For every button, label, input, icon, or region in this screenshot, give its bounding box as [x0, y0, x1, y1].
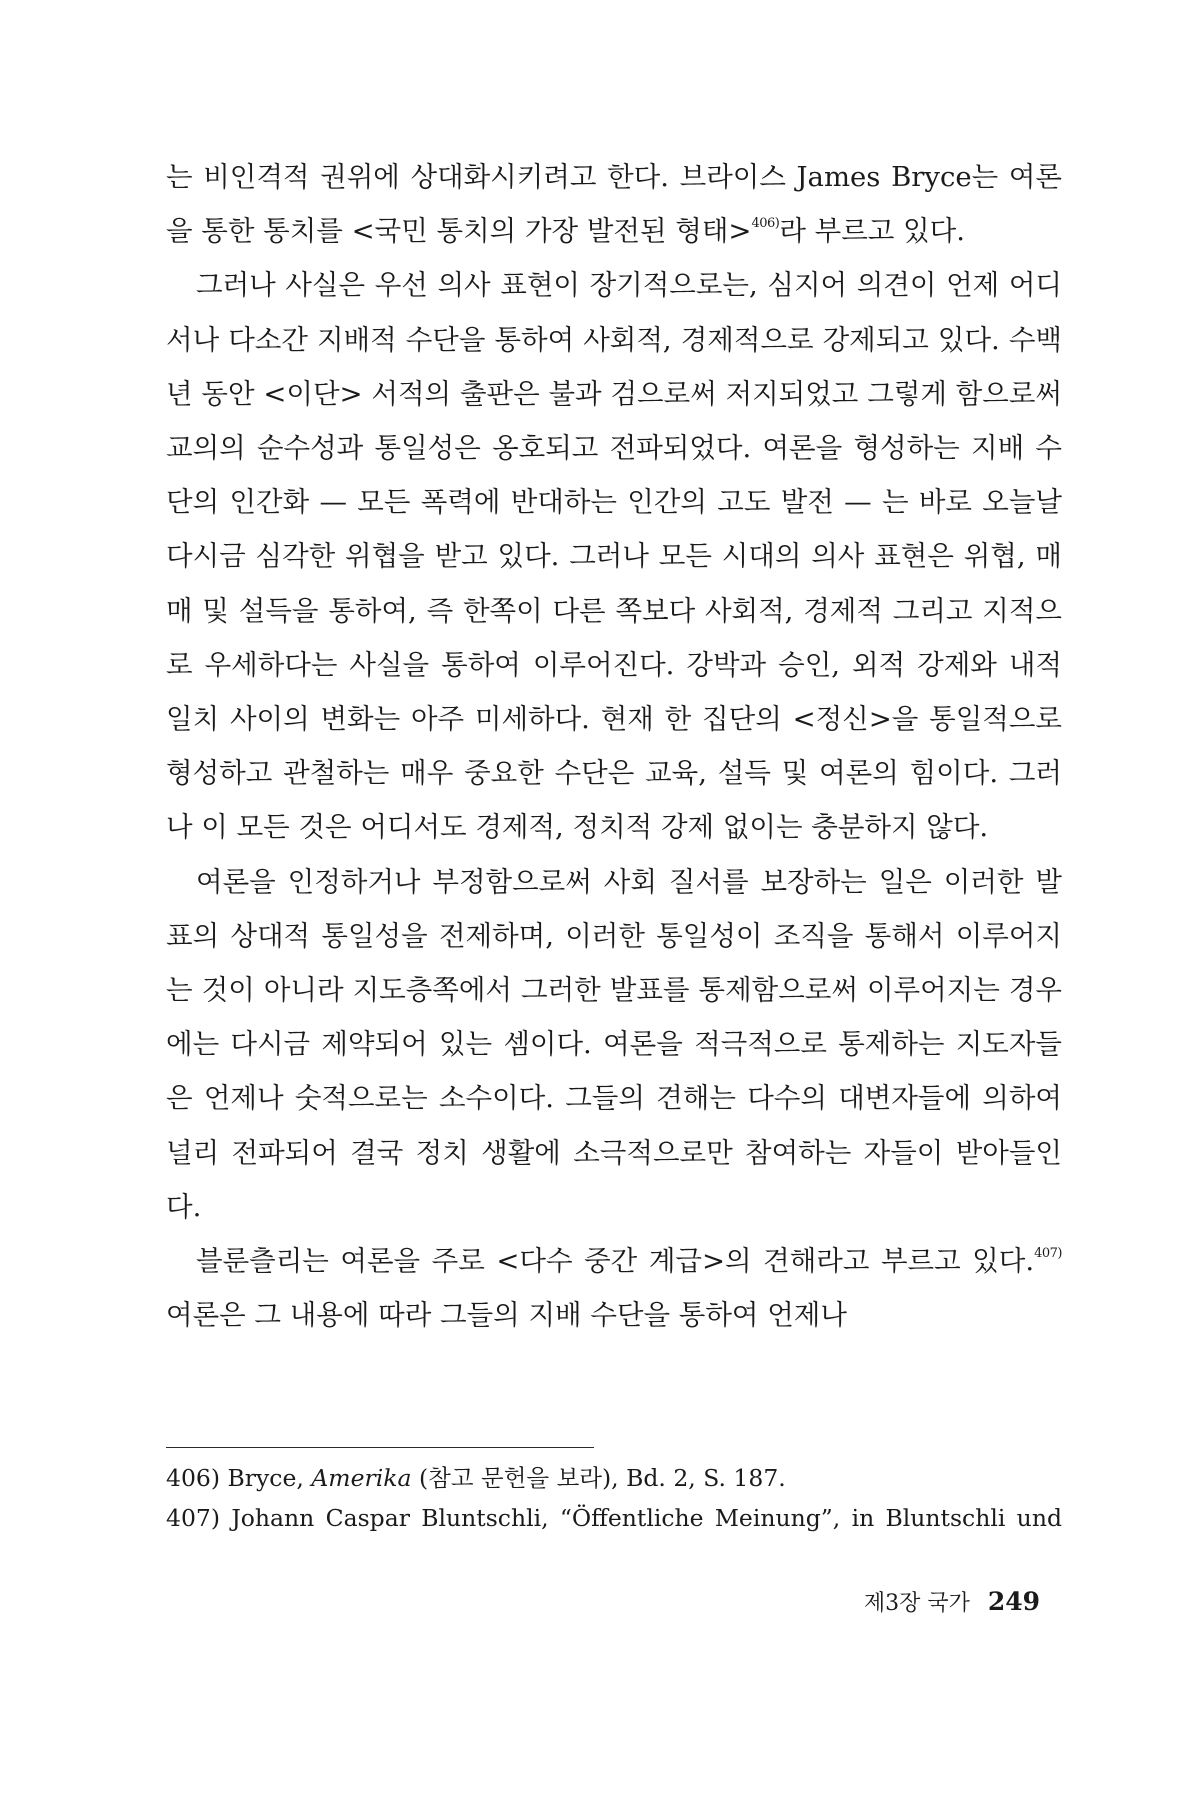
- footnotes: [166, 1458, 1062, 1538]
- paragraph-4-text-b: 여론은 그 내용에 따라 그들의 지배 수단을 통하여 언제나: [166, 1299, 847, 1332]
- footnote-407-number: 407): [166, 1504, 221, 1532]
- chapter-label: 제3장 국가: [863, 1591, 970, 1616]
- footnote-407: [166, 1498, 1062, 1538]
- footnote-406-text-a: Bryce,: [227, 1464, 312, 1492]
- footnote-406: [166, 1458, 1062, 1498]
- footnote-406-text-b: (참고 문헌을 보라), Bd. 2, S. 187.: [411, 1464, 786, 1492]
- paragraph-4-text-a: 블룬츨리는 여론을 주로 <다수 중간 계급>의 견해라고 부르고 있다.: [196, 1245, 1035, 1278]
- footnote-divider: [166, 1447, 594, 1448]
- footnote-ref-406: 406): [751, 216, 780, 232]
- footnote-406-number: 406): [166, 1464, 221, 1492]
- page-number: 249: [987, 1587, 1040, 1616]
- paragraph-1-text-b: 라 부르고 있다.: [779, 215, 965, 248]
- footnote-ref-407: 407): [1034, 1246, 1062, 1262]
- footnote-407-text: Johann Caspar Bluntschli, “Öffentliche Meinung”, in Bluntschli und: [231, 1504, 1062, 1532]
- paragraph-2: 그러나 사실은 우선 의사 표현이 장기적으로는, 심지어 의견이 언제 어디서나 다소간 지배적 수단을 통하여 사회적, 경제적으로 강제되고 있다. 수백 년 동안 <이단> 서적의 출판은 불과 검으로써 저지되었고 그렇게 함으로써 교의의 순수성과 통일성은 옹호되고 전파되었다. 여론을 형성하는 지배 수단의 인간화 — 모든 폭력에 반대하는 인간의 고도 발전 — 는 바로 오늘날 다시금 심각한 위협을 받고 있다. 그러나 모든 시대의 의사 표현은 위협, 매매 및 설득을 통하여, 즉 한쪽이 다른 쪽보다 사회적, 경제적 그리고 지적으로 우세하다는 사실을 통하여 이루어진다. 강박과 승인, 외적 강제와 내적 일치 사이의 변화는 아주 미세하다. 현재 한 집단의 <정신>을 통일적으로 형성하고 관철하는 매우 중요한 수단은 교육, 설득 및 여론의 힘이다. 그러나 이 모든 것은 어디서도 경제적, 정치적 강제 없이는 충분하지 않다.: [166, 269, 1063, 844]
- page-footer: [864, 1582, 1040, 1624]
- body-text: [166, 150, 1062, 1342]
- footnote-406-title: Amerika: [311, 1464, 412, 1492]
- paragraph-4: [166, 1234, 1062, 1342]
- paragraph-3: 여론을 인정하거나 부정함으로써 사회 질서를 보장하는 일은 이러한 발표의 상대적 통일성을 전제하며, 이러한 통일성이 조직을 통해서 이루어지는 것이 아니라 지도층쪽에서 그러한 발표를 통제함으로써 이루어지는 경우에는 다시금 제약되어 있는 셈이다. 여론을 적극적으로 통제하는 지도자들은 언제나 숫적으로는 소수이다. 그들의 견해는 다수의 대변자들에 의하여 널리 전파되어 결국 정치 생활에 소극적으로만 참여하는 자들이 받아들인다.: [166, 865, 1062, 1223]
- paragraph-1-text-a: 는 비인격적 권위에 상대화시키려고 한다. 브라이스 James Bryce는 여론을 통한 통치를 <국민 통치의 가장 발전된 형태>: [166, 161, 1062, 248]
- paragraph-1: [166, 150, 1062, 258]
